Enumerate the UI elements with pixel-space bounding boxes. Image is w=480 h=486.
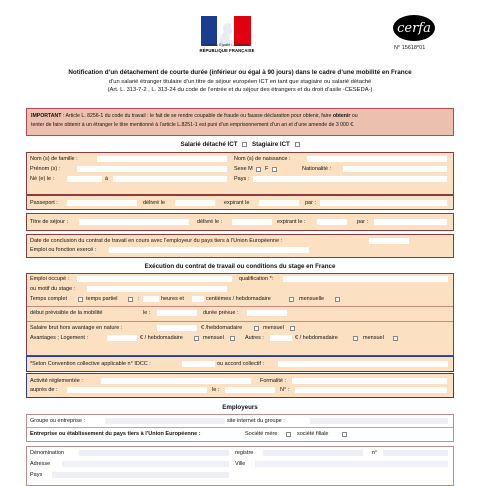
logement-input[interactable]: [107, 335, 137, 341]
motif-stage-input[interactable]: [87, 286, 227, 292]
important-text-b: ou: [350, 113, 358, 119]
formalite-num-input[interactable]: [295, 387, 447, 393]
nationalite-input[interactable]: [343, 166, 447, 172]
societe-filiale-checkbox[interactable]: [342, 432, 347, 437]
aupres-input[interactable]: [67, 387, 207, 393]
temps-complet-checkbox[interactable]: [78, 297, 83, 302]
date-naissance-input[interactable]: [67, 176, 102, 182]
execution-box: Emploi occupé : qualification *: ou motif du stage : Temps complet temps partiel : heures et centièmes / hebdomadaire mensuelle début prévisible de la mobilité le : durée prévue : Salaire brut hors avantage en nature : € /hebdomadaire mensuel Avantages ; Logement : € / hebdomadaire mensuel Autres : € / hebdomadaire mensuel: [26, 273, 454, 356]
marianne-logo: [201, 16, 251, 46]
republique-francaise: RÉPUBLIQUE FRANÇAISE: [199, 48, 255, 53]
identity-box: Nom (s) de famille : Nom (s) de naissance : Prénom (s) : Sexe M F Nationalité : Né (e) le : à Pays :: [26, 152, 454, 195]
important-line-2: tenter de faire obtenir à un étranger le titre mentionné à l’article L.8251-1 est puni d’un emprisonnement d’un an et d’une amende de 3 000 €.: [31, 121, 355, 128]
marianne-profile-icon: [217, 16, 234, 46]
temps-partiel-checkbox[interactable]: [128, 297, 133, 302]
titre-par-input[interactable]: [374, 219, 447, 225]
passeport-delivre-input[interactable]: [175, 200, 215, 206]
cerfa-logo: cerfa: [393, 15, 435, 41]
important-label: IMPORTANT: [31, 113, 62, 119]
form-title: Notification d’un détachement de courte durée (inférieur ou égal à 90 jours) dans le cadre d’une mobilité en France: [68, 69, 412, 76]
passeport-input[interactable]: [67, 200, 137, 206]
date-debut-input[interactable]: [157, 310, 197, 316]
salaire-input[interactable]: [157, 325, 197, 331]
adresse-input[interactable]: [62, 461, 229, 467]
passeport-box: Passeport : délivré le expirant le par :: [26, 195, 454, 210]
important-text-a: : Article L. 8256-1 du code du travail : le fait de se rendre coupable de fraude ou fausse déclaration pour obtenir, faire: [61, 113, 333, 119]
titre-sejour-input[interactable]: [79, 219, 189, 225]
entreprise-box: Dénomination registre n° Adresse Ville Pays: [26, 446, 454, 486]
employeurs-section-title: Employeurs: [26, 403, 454, 413]
groupe-box: Groupe ou entreprise : site internet du groupe : Entreprise ou établissement du pays tiers à l’Union Européenne : Société mère société filiale: [26, 414, 454, 442]
site-internet-input[interactable]: [310, 418, 448, 424]
pays-naissance-input[interactable]: [253, 176, 447, 182]
salaire-mensuel-checkbox[interactable]: [290, 326, 295, 331]
prenoms-input[interactable]: [77, 166, 227, 172]
formalite-input[interactable]: [292, 378, 447, 384]
pays-input[interactable]: [52, 472, 229, 478]
autres-mensuel-checkbox[interactable]: [393, 336, 398, 341]
passeport-par-input[interactable]: [320, 200, 447, 206]
logement-hebdo-checkbox[interactable]: [194, 336, 199, 341]
important-notice: [26, 108, 454, 136]
lieu-naissance-input[interactable]: [113, 176, 227, 182]
salarie-detache-checkbox[interactable]: [242, 142, 247, 147]
groupe-input[interactable]: [105, 418, 225, 424]
contrat-box: Date de conclusion du contrat de travail en cours avec l’employeur du pays tiers à l’Union Européenne : Emploi ou fonction exercé :: [26, 234, 454, 258]
idcc-input[interactable]: [182, 361, 215, 367]
qualification-input[interactable]: [283, 276, 448, 282]
sexe-m-checkbox[interactable]: [256, 167, 261, 172]
autres-input[interactable]: [270, 335, 292, 341]
form-subtitle-1: d’un salarié étranger titulaire d’un titre de séjour européen ICT en tant que stagiaire ou salarié détaché: [108, 79, 372, 85]
emploi-exerce-input[interactable]: [109, 247, 309, 253]
execution-section-title: Exécution du contrat de travail ou conditions du stage en France: [26, 262, 454, 272]
titre-delivre-input[interactable]: [232, 219, 272, 225]
date-conclusion-input[interactable]: [369, 238, 409, 244]
formalite-date-input[interactable]: [225, 387, 275, 393]
republic-motto: Liberté • Égalité • Fraternité: [205, 43, 249, 47]
important-obtenir: obtenir: [332, 113, 351, 119]
activite-input[interactable]: [101, 378, 251, 384]
convention-box: *Selon Convention collective applicable n° IDCC : ou accord collectif :: [26, 356, 454, 372]
salarie-section-title: Salarié détaché ICT Stagiaire ICT: [26, 140, 454, 150]
duree-input[interactable]: [247, 310, 287, 316]
ville-input[interactable]: [255, 461, 448, 467]
titre-expire-input[interactable]: [317, 219, 347, 225]
mensuelle-checkbox[interactable]: [335, 297, 340, 302]
societe-mere-checkbox[interactable]: [286, 432, 291, 437]
accord-collectif-input[interactable]: [278, 361, 448, 367]
stagiaire-checkbox[interactable]: [295, 142, 300, 147]
emploi-occupe-input[interactable]: [77, 276, 232, 282]
centiemes-input[interactable]: [192, 296, 204, 302]
logement-mensuel-checkbox[interactable]: [230, 336, 235, 341]
registre-input[interactable]: [263, 450, 363, 456]
sexe-f-checkbox[interactable]: [272, 167, 277, 172]
heures-input[interactable]: [143, 296, 159, 302]
registre-num-input[interactable]: [383, 450, 448, 456]
hebdomadaire-checkbox[interactable]: [289, 297, 294, 302]
form-subtitle-2: (Art. L. 313-7-2 , L. 313-24 du code de l’entrée et du séjour des étrangers et du droit d’asile -CESEDA-): [107, 87, 373, 93]
activite-box: Activité réglementée : Formalité : auprès de : le : N° :: [26, 373, 454, 398]
cerfa-number: N° 15618*01: [394, 45, 426, 51]
autres-hebdo-checkbox[interactable]: [353, 336, 358, 341]
nom-naissance-input[interactable]: [307, 156, 447, 162]
salaire-hebdo-checkbox[interactable]: [254, 326, 259, 331]
passeport-expire-input[interactable]: [259, 200, 299, 206]
denomination-input[interactable]: [79, 450, 229, 456]
titre-sejour-box: Titre de séjour : délivré le : expirant le : par :: [26, 213, 454, 231]
nom-famille-input[interactable]: [97, 156, 227, 162]
